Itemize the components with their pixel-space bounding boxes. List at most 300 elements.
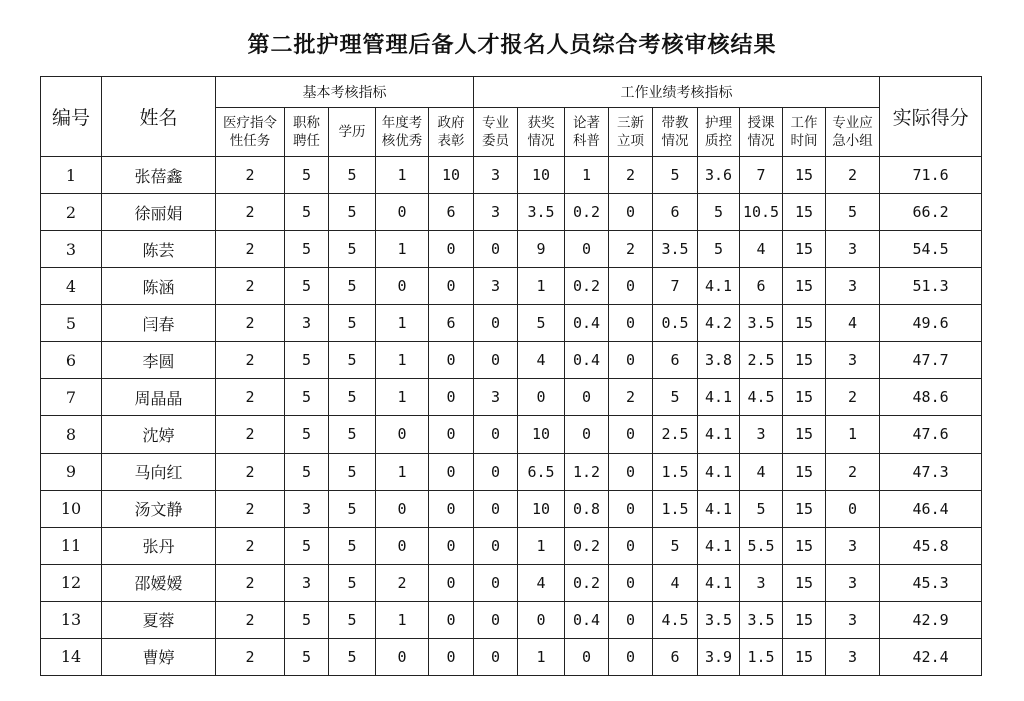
col-subheader [609, 108, 653, 157]
cell-score: 42.9 [880, 601, 982, 638]
cell-value: 0 [474, 527, 518, 564]
cell-value: 6 [653, 342, 698, 379]
cell-name: 李圆 [102, 342, 216, 379]
cell-value: 5 [826, 194, 880, 231]
cell-value: 5 [329, 601, 376, 638]
cell-value: 10 [518, 157, 565, 194]
group-header-work: 工作业绩考核指标 [474, 77, 880, 108]
cell-value: 15 [783, 231, 826, 268]
cell-value: 3.5 [698, 601, 740, 638]
cell-value: 4 [518, 342, 565, 379]
cell-value: 2 [216, 157, 285, 194]
cell-value: 0 [429, 564, 474, 601]
cell-value: 2 [609, 231, 653, 268]
col-subheader-line: 性任务 [229, 133, 271, 149]
cell-value: 0 [429, 527, 474, 564]
results-table [40, 76, 982, 676]
cell-score: 49.6 [880, 305, 982, 342]
cell-value: 4.1 [698, 453, 740, 490]
cell-value: 0 [474, 564, 518, 601]
cell-value: 15 [783, 305, 826, 342]
col-subheader [565, 108, 609, 157]
cell-value: 5 [285, 601, 329, 638]
cell-value: 15 [783, 601, 826, 638]
page-title: 第二批护理管理后备人才报名人员综合考核审核结果 [247, 32, 777, 58]
cell-value: 0 [518, 601, 565, 638]
cell-value: 2 [216, 379, 285, 416]
cell-value: 1 [376, 601, 429, 638]
table-row [41, 490, 982, 527]
cell-value: 15 [783, 342, 826, 379]
cell-value: 15 [783, 453, 826, 490]
col-subheader [783, 108, 826, 157]
cell-value: 15 [783, 490, 826, 527]
col-subheader-line: 科普 [573, 133, 600, 149]
cell-value: 0 [376, 490, 429, 527]
cell-value: 2 [826, 157, 880, 194]
cell-id: 1 [41, 157, 102, 194]
table-row [41, 305, 982, 342]
cell-id: 13 [41, 601, 102, 638]
cell-value: 1 [376, 231, 429, 268]
cell-value: 3 [826, 342, 880, 379]
cell-value: 2 [216, 638, 285, 675]
cell-value: 0 [609, 638, 653, 675]
col-subheader [429, 108, 474, 157]
cell-value: 0 [609, 601, 653, 638]
cell-name: 汤文静 [102, 490, 216, 527]
cell-score: 51.3 [880, 268, 982, 305]
cell-score: 54.5 [880, 231, 982, 268]
cell-value: 3 [474, 157, 518, 194]
cell-value: 0 [474, 416, 518, 453]
col-subheader [329, 108, 376, 157]
cell-name: 徐丽娟 [102, 194, 216, 231]
cell-value: 0.2 [565, 527, 609, 564]
cell-value: 0 [609, 305, 653, 342]
cell-value: 0 [429, 268, 474, 305]
cell-score: 47.6 [880, 416, 982, 453]
cell-value: 0 [376, 638, 429, 675]
col-subheader-line: 工作 [790, 115, 818, 131]
cell-value: 0.2 [565, 268, 609, 305]
cell-value: 1 [518, 527, 565, 564]
cell-value: 0 [376, 194, 429, 231]
cell-value: 4 [740, 453, 783, 490]
cell-value: 2 [216, 416, 285, 453]
cell-value: 2.5 [740, 342, 783, 379]
cell-value: 0 [826, 490, 880, 527]
col-subheader-line: 聘任 [293, 133, 320, 149]
col-header-id: 编号 [41, 77, 102, 157]
cell-value: 3 [285, 305, 329, 342]
cell-value: 1 [565, 157, 609, 194]
col-subheader-line: 年度考 [381, 115, 423, 131]
col-subheader-line: 医疗指令 [223, 115, 277, 131]
cell-value: 15 [783, 268, 826, 305]
col-subheader-line: 职称 [293, 115, 320, 131]
table-row [41, 453, 982, 490]
cell-value: 3.5 [653, 231, 698, 268]
cell-value: 5 [329, 453, 376, 490]
col-subheader-line: 专业应 [832, 115, 873, 131]
cell-id: 5 [41, 305, 102, 342]
cell-value: 3.5 [740, 305, 783, 342]
col-subheader-line: 委员 [482, 133, 509, 149]
cell-value: 0 [429, 453, 474, 490]
cell-value: 1.5 [653, 490, 698, 527]
cell-value: 7 [653, 268, 698, 305]
cell-value: 1 [376, 453, 429, 490]
cell-value: 6 [653, 194, 698, 231]
cell-value: 0 [565, 379, 609, 416]
col-subheader [285, 108, 329, 157]
cell-value: 1 [518, 638, 565, 675]
cell-value: 1 [376, 379, 429, 416]
cell-value: 1 [376, 342, 429, 379]
cell-value: 5 [329, 194, 376, 231]
table-row [41, 416, 982, 453]
cell-score: 42.4 [880, 638, 982, 675]
cell-value: 0 [609, 564, 653, 601]
col-subheader-line: 表彰 [437, 133, 465, 149]
cell-value: 1.5 [653, 453, 698, 490]
cell-value: 3.9 [698, 638, 740, 675]
table-row [41, 342, 982, 379]
col-subheader [518, 108, 565, 157]
cell-value: 0 [609, 194, 653, 231]
cell-value: 2 [826, 453, 880, 490]
cell-name: 闫春 [102, 305, 216, 342]
cell-value: 5.5 [740, 527, 783, 564]
col-subheader-line: 情况 [747, 133, 775, 149]
cell-id: 11 [41, 527, 102, 564]
cell-value: 3 [826, 231, 880, 268]
cell-value: 3 [826, 601, 880, 638]
cell-value: 2 [216, 564, 285, 601]
cell-id: 9 [41, 453, 102, 490]
table-row [41, 638, 982, 675]
col-subheader-line: 急小组 [832, 133, 873, 149]
table-row [41, 194, 982, 231]
cell-value: 4.1 [698, 490, 740, 527]
cell-value: 0 [474, 305, 518, 342]
table-row [41, 601, 982, 638]
cell-value: 0 [429, 231, 474, 268]
cell-id: 6 [41, 342, 102, 379]
cell-value: 4.1 [698, 268, 740, 305]
cell-value: 0 [429, 342, 474, 379]
cell-value: 5 [285, 638, 329, 675]
cell-value: 2 [609, 157, 653, 194]
col-subheader-line: 带教 [661, 115, 689, 131]
cell-value: 0 [609, 490, 653, 527]
cell-value: 15 [783, 379, 826, 416]
cell-value: 3.6 [698, 157, 740, 194]
group-header-basic: 基本考核指标 [216, 77, 474, 108]
cell-value: 4.1 [698, 379, 740, 416]
cell-value: 3 [826, 638, 880, 675]
table-row [41, 379, 982, 416]
cell-score: 46.4 [880, 490, 982, 527]
cell-value: 3.5 [740, 601, 783, 638]
cell-value: 10 [518, 490, 565, 527]
cell-value: 0 [376, 416, 429, 453]
cell-value: 3 [285, 564, 329, 601]
cell-value: 5 [329, 157, 376, 194]
cell-value: 0.2 [565, 564, 609, 601]
cell-value: 5 [329, 416, 376, 453]
cell-value: 0 [474, 601, 518, 638]
cell-name: 周晶晶 [102, 379, 216, 416]
cell-value: 5 [698, 231, 740, 268]
col-subheader-line: 授课 [747, 115, 775, 131]
cell-value: 0 [474, 490, 518, 527]
col-subheader [474, 108, 518, 157]
cell-name: 张蓓鑫 [102, 157, 216, 194]
cell-value: 5 [329, 564, 376, 601]
cell-value: 2 [826, 379, 880, 416]
cell-value: 4 [518, 564, 565, 601]
table-row [41, 268, 982, 305]
cell-name: 曹婷 [102, 638, 216, 675]
cell-value: 15 [783, 416, 826, 453]
table-row [41, 527, 982, 564]
cell-value: 10.5 [740, 194, 783, 231]
cell-value: 2 [216, 453, 285, 490]
cell-value: 0 [609, 416, 653, 453]
cell-name: 陈芸 [102, 231, 216, 268]
cell-id: 12 [41, 564, 102, 601]
col-subheader [216, 108, 285, 157]
col-subheader-line: 情况 [661, 133, 689, 149]
cell-value: 3 [740, 416, 783, 453]
col-subheader-line: 质控 [705, 133, 732, 149]
cell-value: 1 [826, 416, 880, 453]
cell-value: 5 [329, 527, 376, 564]
cell-value: 0.5 [653, 305, 698, 342]
cell-value: 5 [653, 379, 698, 416]
cell-id: 7 [41, 379, 102, 416]
cell-value: 4.5 [740, 379, 783, 416]
cell-value: 1 [376, 157, 429, 194]
cell-value: 0 [609, 268, 653, 305]
cell-value: 3 [826, 527, 880, 564]
cell-name: 沈婷 [102, 416, 216, 453]
cell-value: 5 [518, 305, 565, 342]
table-row [41, 231, 982, 268]
cell-value: 10 [429, 157, 474, 194]
cell-value: 5 [285, 379, 329, 416]
cell-value: 0.8 [565, 490, 609, 527]
cell-value: 2 [216, 231, 285, 268]
col-subheader [740, 108, 783, 157]
cell-value: 5 [329, 231, 376, 268]
cell-name: 马向红 [102, 453, 216, 490]
cell-value: 0.4 [565, 601, 609, 638]
cell-value: 2 [216, 601, 285, 638]
cell-id: 10 [41, 490, 102, 527]
col-header-score: 实际得分 [880, 77, 982, 157]
cell-value: 3 [285, 490, 329, 527]
cell-value: 3 [474, 268, 518, 305]
col-subheader-line: 政府 [437, 115, 465, 131]
cell-value: 5 [740, 490, 783, 527]
cell-value: 5 [698, 194, 740, 231]
cell-value: 5 [653, 527, 698, 564]
cell-value: 5 [285, 342, 329, 379]
cell-score: 47.3 [880, 453, 982, 490]
cell-value: 4 [826, 305, 880, 342]
cell-value: 4.1 [698, 527, 740, 564]
cell-value: 2.5 [653, 416, 698, 453]
cell-value: 3 [826, 268, 880, 305]
col-subheader [653, 108, 698, 157]
cell-id: 2 [41, 194, 102, 231]
cell-value: 15 [783, 564, 826, 601]
cell-value: 0 [429, 638, 474, 675]
cell-value: 15 [783, 157, 826, 194]
cell-value: 1 [376, 305, 429, 342]
cell-score: 66.2 [880, 194, 982, 231]
cell-value: 0 [474, 638, 518, 675]
cell-value: 3.5 [518, 194, 565, 231]
cell-value: 5 [285, 194, 329, 231]
cell-value: 0.2 [565, 194, 609, 231]
cell-value: 1.2 [565, 453, 609, 490]
cell-value: 0 [565, 416, 609, 453]
cell-value: 0 [429, 379, 474, 416]
cell-value: 0 [474, 453, 518, 490]
cell-name: 夏蓉 [102, 601, 216, 638]
cell-id: 3 [41, 231, 102, 268]
col-subheader-line: 论著 [573, 115, 600, 131]
cell-value: 1.5 [740, 638, 783, 675]
cell-value: 5 [285, 527, 329, 564]
cell-value: 6 [429, 194, 474, 231]
col-subheader-line: 护理 [705, 115, 732, 131]
cell-value: 6 [740, 268, 783, 305]
cell-value: 0 [565, 231, 609, 268]
cell-value: 0 [565, 638, 609, 675]
cell-score: 45.8 [880, 527, 982, 564]
cell-value: 5 [329, 638, 376, 675]
cell-value: 4 [740, 231, 783, 268]
cell-value: 6 [429, 305, 474, 342]
cell-value: 4.1 [698, 564, 740, 601]
cell-value: 5 [329, 379, 376, 416]
cell-id: 14 [41, 638, 102, 675]
cell-value: 2 [216, 342, 285, 379]
cell-value: 0 [609, 453, 653, 490]
cell-value: 3 [740, 564, 783, 601]
cell-score: 45.3 [880, 564, 982, 601]
cell-value: 2 [216, 490, 285, 527]
cell-value: 4.2 [698, 305, 740, 342]
cell-value: 0 [376, 527, 429, 564]
cell-value: 0 [474, 342, 518, 379]
col-subheader-line: 学历 [338, 124, 366, 140]
cell-value: 0.4 [565, 305, 609, 342]
cell-value: 2 [376, 564, 429, 601]
cell-score: 48.6 [880, 379, 982, 416]
cell-value: 0.4 [565, 342, 609, 379]
cell-value: 0 [429, 601, 474, 638]
cell-value: 1 [518, 268, 565, 305]
cell-value: 15 [783, 638, 826, 675]
cell-name: 陈涵 [102, 268, 216, 305]
col-subheader-line: 专业 [482, 115, 509, 131]
cell-value: 0 [429, 416, 474, 453]
cell-value: 5 [285, 453, 329, 490]
cell-value: 0 [429, 490, 474, 527]
cell-value: 5 [285, 416, 329, 453]
col-subheader-line: 获奖 [527, 115, 555, 131]
cell-value: 15 [783, 194, 826, 231]
col-subheader-line: 情况 [527, 133, 555, 149]
cell-value: 4.1 [698, 416, 740, 453]
cell-id: 8 [41, 416, 102, 453]
cell-value: 3 [826, 564, 880, 601]
cell-value: 5 [653, 157, 698, 194]
cell-value: 3 [474, 194, 518, 231]
cell-value: 2 [216, 527, 285, 564]
cell-value: 5 [329, 268, 376, 305]
cell-value: 2 [609, 379, 653, 416]
cell-value: 3 [474, 379, 518, 416]
cell-value: 3.8 [698, 342, 740, 379]
cell-value: 4.5 [653, 601, 698, 638]
cell-value: 0 [474, 231, 518, 268]
cell-score: 47.7 [880, 342, 982, 379]
col-subheader-line: 核优秀 [381, 133, 423, 149]
cell-value: 6 [653, 638, 698, 675]
col-header-name: 姓名 [102, 77, 216, 157]
cell-value: 0 [609, 527, 653, 564]
cell-value: 2 [216, 268, 285, 305]
cell-value: 5 [285, 157, 329, 194]
cell-id: 4 [41, 268, 102, 305]
cell-value: 5 [285, 231, 329, 268]
col-subheader [698, 108, 740, 157]
cell-score: 71.6 [880, 157, 982, 194]
table-row [41, 564, 982, 601]
cell-value: 7 [740, 157, 783, 194]
cell-value: 5 [329, 305, 376, 342]
cell-value: 10 [518, 416, 565, 453]
cell-value: 5 [285, 268, 329, 305]
cell-name: 张丹 [102, 527, 216, 564]
col-subheader [376, 108, 429, 157]
cell-value: 0 [376, 268, 429, 305]
cell-value: 4 [653, 564, 698, 601]
cell-value: 2 [216, 305, 285, 342]
cell-value: 0 [609, 342, 653, 379]
cell-value: 15 [783, 527, 826, 564]
cell-value: 5 [329, 490, 376, 527]
cell-value: 2 [216, 194, 285, 231]
cell-value: 9 [518, 231, 565, 268]
cell-value: 5 [329, 342, 376, 379]
col-subheader-line: 时间 [790, 133, 818, 149]
cell-value: 0 [518, 379, 565, 416]
col-subheader [826, 108, 880, 157]
col-subheader-line: 立项 [617, 133, 644, 149]
table-row [41, 157, 982, 194]
cell-name: 邵嫒嫒 [102, 564, 216, 601]
col-subheader-line: 三新 [617, 115, 644, 131]
cell-value: 6.5 [518, 453, 565, 490]
